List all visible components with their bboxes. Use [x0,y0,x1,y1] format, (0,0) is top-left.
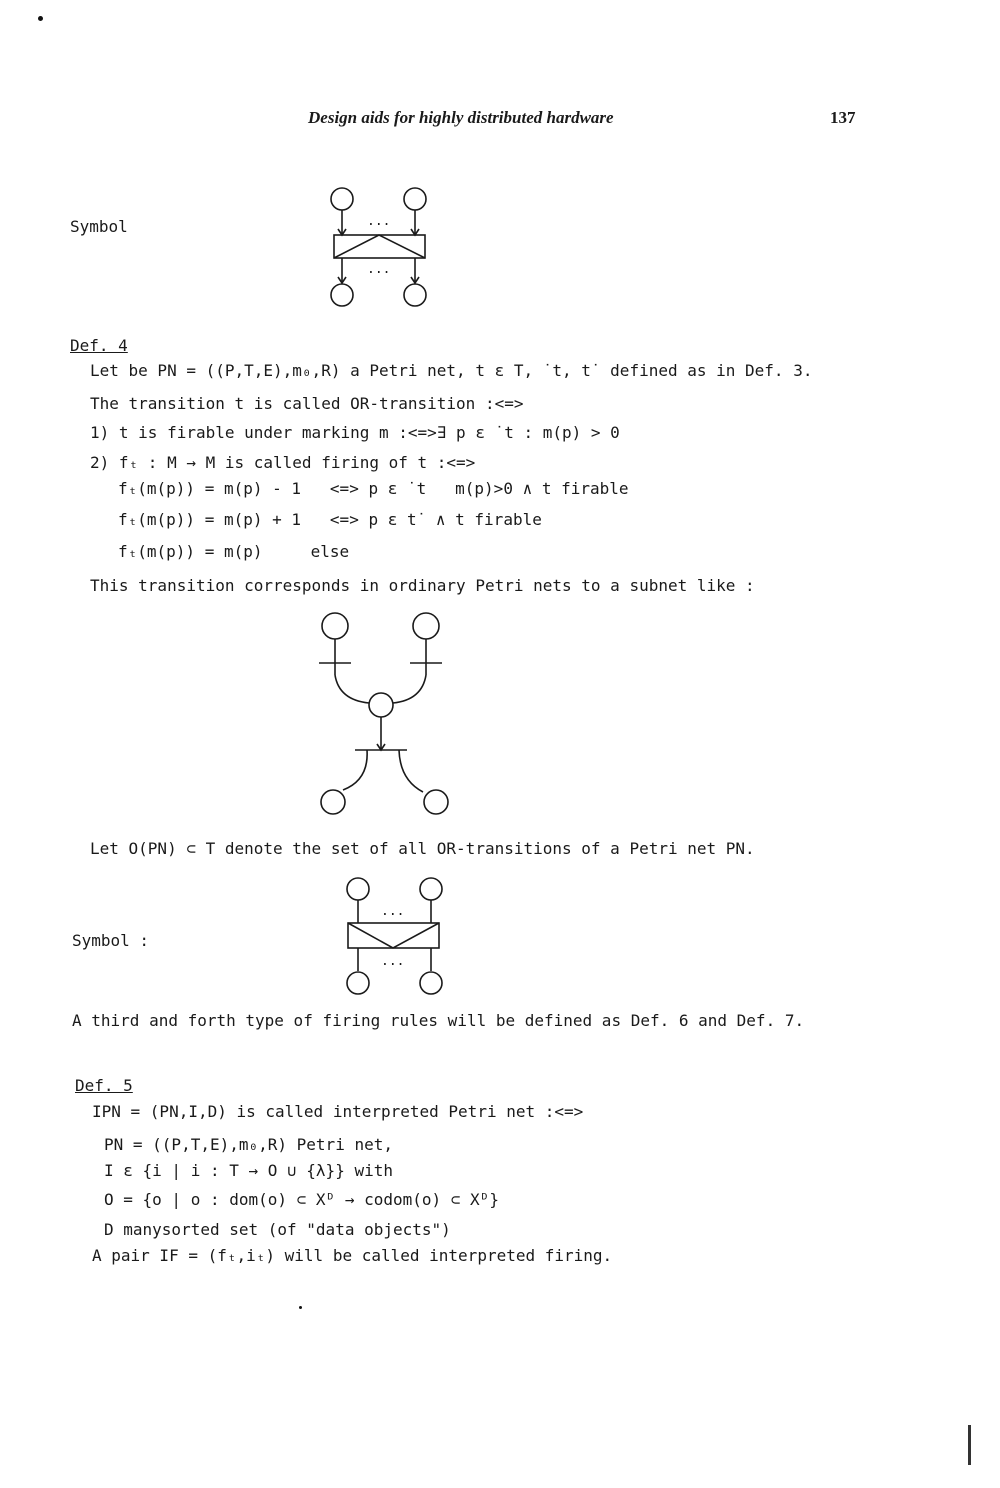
output-place-left [347,972,369,994]
place-bottom-right [424,790,448,814]
symbol-label: Symbol : [72,931,150,950]
def4-line: 2) fₜ : M → M is called firing of t :<=> [90,453,476,472]
or-subnet-diagram [305,610,465,825]
def5-line: I ε {i | i : T → O ∪ {λ}} with [104,1161,393,1180]
def4-heading: Def. 4 [70,336,128,355]
place-top-left [322,613,348,639]
transition-box [334,235,425,258]
speck [299,1306,302,1309]
input-place-right [404,188,426,210]
place-bottom-left [321,790,345,814]
page-header [0,108,1000,138]
def4-line: fₜ(m(p)) = m(p) - 1 <=> p ε ˙t m(p)>0 ∧ t firable [118,479,629,498]
output-place-right [420,972,442,994]
place-top-right [413,613,439,639]
def5-heading: Def. 5 [75,1076,133,1095]
speck [38,16,43,21]
or-transition-set-sentence: Let O(PN) ⊂ T denote the set of all OR-transitions of a Petri net PN. [90,839,755,858]
place-middle [369,693,393,717]
def4-line: fₜ(m(p)) = m(p) + 1 <=> p ε t˙ ∧ t firable [118,510,542,529]
transition-symbol-or [338,875,448,1000]
def5-line: D manysorted set (of "data objects") [104,1220,451,1239]
def4-line: This transition corresponds in ordinary Petri nets to a subnet like : [90,576,755,595]
def5-line: A pair IF = (fₜ,iₜ) will be called interpreted firing. [92,1246,613,1265]
def5-line: IPN = (PN,I,D) is called interpreted Petri net :<=> [92,1102,584,1121]
scan-edge-mark [968,1425,971,1465]
input-place-left [347,878,369,900]
transition-box [348,923,439,948]
page-number: 137 [830,108,856,127]
dots-top: ... [367,214,391,229]
symbol-label: Symbol [70,217,128,236]
transition-symbol-and [325,185,435,310]
def4-line: The transition t is called OR-transition :<=> [90,394,524,413]
input-place-right [420,878,442,900]
output-place-right [404,284,426,306]
def5-line: PN = ((P,T,E),m₀,R) Petri net, [104,1135,393,1154]
third-type-sentence: A third and forth type of firing rules will be defined as Def. 6 and Def. 7. [72,1011,805,1030]
running-title: Design aids for highly distributed hardware [308,108,614,127]
input-place-left [331,188,353,210]
def4-line: Let be PN = ((P,T,E),m₀,R) a Petri net, t ε T, ˙t, t˙ defined as in Def. 3. [90,361,813,380]
def5-line: O = {o | o : dom(o) ⊂ Xᴰ → codom(o) ⊂ Xᴰ} [104,1190,499,1209]
def4-line: fₜ(m(p)) = m(p) else [118,542,350,561]
dots-bottom: ... [367,262,391,277]
def4-line: 1) t is firable under marking m :<=>∃ p ε ˙t : m(p) > 0 [90,423,620,442]
dots-top: ... [381,904,405,919]
dots-bottom: ... [381,954,405,969]
output-place-left [331,284,353,306]
